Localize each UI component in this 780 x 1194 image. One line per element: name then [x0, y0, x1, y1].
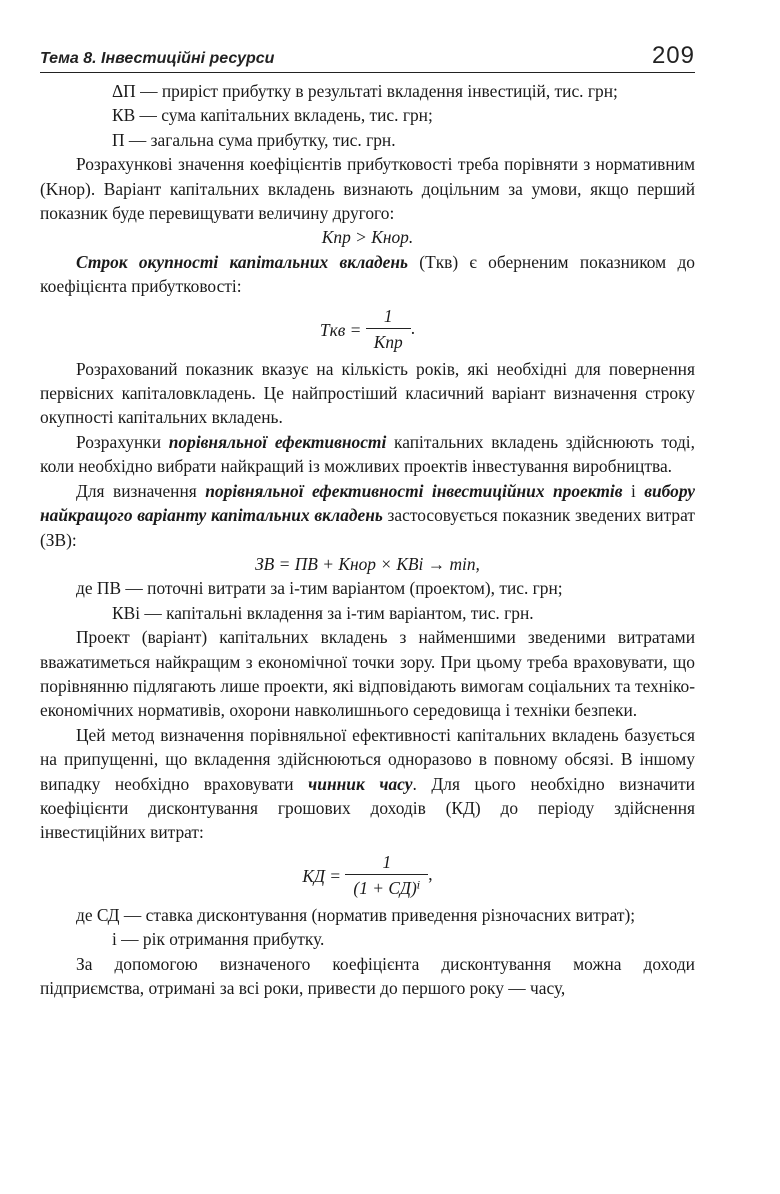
formula-tail: , — [428, 863, 433, 884]
formula-left: КД = — [302, 865, 342, 886]
fraction — [345, 850, 428, 901]
fraction-numerator: 1 — [345, 850, 428, 875]
paragraph-text: Розрахунки — [76, 431, 169, 452]
paragraph: Проект (варіант) капітальних вкладень з найменшими зведеними витратами вважатиметься найкращим з економічної точки зору. При цьому треба враховувати, що порівнянню підлягають лише проекти, які відповідають вимогам соціальних та техніко-економічних нормативів, охорони навколишнього середовища і техніки безпеки. — [40, 627, 695, 721]
paragraph: Розрахункові значення коефіцієнтів прибутковості треба порівняти з нормативним (Kнор). Варіант капітальних вкладень визнають доцільним за умови, якщо перший показник буде перевищувати величину другого: — [40, 154, 695, 224]
paragraph-text: і — [622, 480, 645, 501]
fraction-denominator: Kпр — [373, 332, 403, 353]
running-header — [40, 36, 695, 73]
paragraph: Розрахований показник вказує на кількість років, які необхідні для повернення первісних капіталовкладень. Це найпростіший класичний варіант визначення строку окупності капітальних вкладень. — [40, 358, 695, 428]
paragraph-text: (Tкв) є оберненим показником до коефіцієнта прибутковості: — [40, 251, 695, 297]
formula-payback: Tкв = $\frac{1}{\text{Kпр}}$ . — [40, 299, 695, 357]
paragraph — [40, 479, 695, 552]
definition-line: КВ — сума капітальних вкладень, тис. грн; — [112, 105, 433, 126]
document-page — [40, 36, 695, 1000]
paragraph — [40, 250, 695, 299]
formula-inequality: Kпр > Kнор. — [321, 227, 414, 248]
term-bold: Строк окупності капітальних вкладень — [76, 251, 408, 272]
paragraph-text: застосовується показник зведених витрат (ЗВ): — [40, 505, 695, 550]
term-bold: вибору найкращого варіанту капітальних вкладень — [40, 480, 696, 526]
formula-left: Tкв = — [319, 319, 362, 340]
paragraph-text: Для визначення — [76, 480, 206, 501]
paragraph — [40, 723, 695, 845]
paragraph-text: . Для цього необхідно визначити коефіцієнти дисконтування грошових доходів (КД) до періоду здійснення інвестиційних витрат: — [40, 773, 695, 843]
page-number: 209 — [651, 42, 695, 69]
chapter-title: Тема 8. Інвестиційні ресурси — [40, 50, 275, 67]
paragraph-text: Цей метод визначення порівняльної ефективності капітальних вкладень базується на припущенні, що вкладення здійснюються одноразово в повному обсязі. В іншому випадку необхідно враховувати — [40, 724, 695, 794]
paragraph — [40, 430, 695, 479]
term-bold: порівняльної ефективності — [168, 431, 387, 452]
fraction — [366, 304, 411, 355]
definition-line: КВi — капітальні вкладення за i-тим варіантом, тис. грн. — [112, 602, 534, 623]
formula-discount — [40, 845, 695, 903]
definition-line: i — рік отримання прибутку. — [112, 929, 325, 950]
paragraph: За допомогою визначеного коефіцієнта дисконтування можна доходи підприємства, отримані за всі роки, привести до першого року — часу, — [40, 953, 695, 998]
term-bold: чинник часу — [308, 773, 413, 794]
fraction-denominator: (1 + СД)ⁱ — [353, 878, 421, 899]
fraction-numerator: 1 — [366, 304, 411, 329]
definition-line: П — загальна сума прибутку, тис. грн. — [112, 129, 396, 150]
formula-costs: ЗВ = ПВ + Kнор × КВi → min, — [255, 553, 480, 574]
page-body — [40, 79, 695, 1000]
term-bold: порівняльної ефективності інвестиційних проектів — [205, 480, 623, 501]
paragraph-text: капітальних вкладень здійснюють тоді, коли необхідно вибрати найкращий із можливих проектів інвестування виробництва. — [40, 431, 695, 477]
definition-line: ΔП — приріст прибутку в результаті вкладення інвестицій, тис. грн; — [112, 81, 618, 101]
definition-line: де СД — ставка дисконтування (норматив приведення різночасних витрат); — [76, 904, 636, 925]
definition-line: де ПВ — поточні витрати за i-тим варіантом (проектом), тис. грн; — [76, 578, 563, 599]
